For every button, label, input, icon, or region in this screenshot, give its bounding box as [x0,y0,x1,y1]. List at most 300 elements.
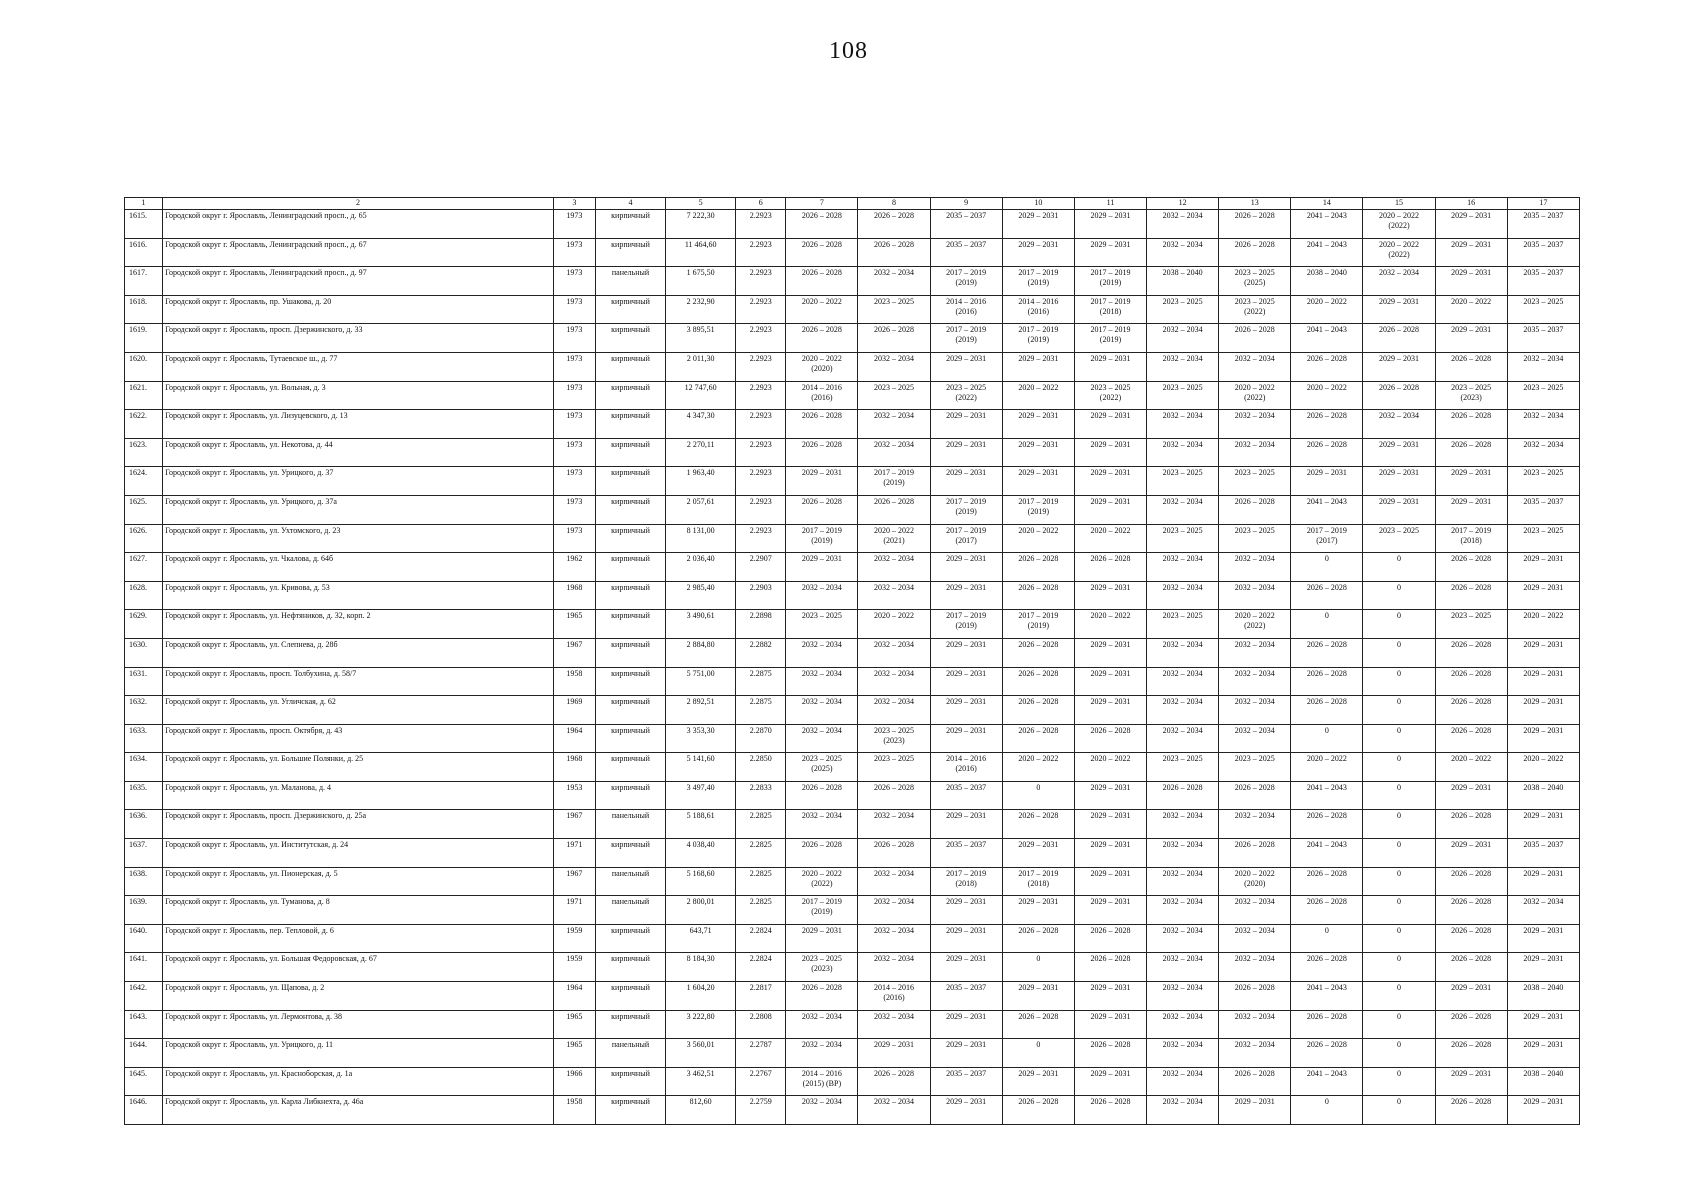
table-cell: 0 [1002,781,1074,810]
table-cell: 2041 – 2043 [1291,839,1363,868]
table-cell: 2023 – 2025 [1147,467,1219,496]
table-row [125,438,1580,467]
table-cell: 2.2923 [736,352,786,381]
table-cell: 1641. [125,953,163,982]
table-cell: 2017 – 2019 (2019) [930,495,1002,524]
table-cell: кирпичный [595,724,665,753]
table-cell: 2023 – 2025 (2023) [786,953,858,982]
table-cell: 2023 – 2025 [858,381,930,410]
table-cell: 1967 [553,638,595,667]
table-cell: 3 462,51 [666,1067,736,1096]
table-cell: 2026 – 2028 [1435,667,1507,696]
table-row [125,1039,1580,1068]
table-cell: 1973 [553,352,595,381]
table-cell: 2026 – 2028 [1074,953,1146,982]
table-cell: 2.2923 [736,381,786,410]
table-cell: 1634. [125,753,163,782]
table-cell: 2029 – 2031 [1074,438,1146,467]
table-row [125,867,1580,896]
table-cell: 2026 – 2028 [1291,810,1363,839]
table-cell: 2035 – 2037 [930,839,1002,868]
table-cell: 2032 – 2034 [1219,1039,1291,1068]
table-cell: Городской округ г. Ярославль, ул. Урицкого, д. 37 [163,467,554,496]
table-cell: 3 895,51 [666,324,736,353]
table-cell: 1616. [125,238,163,267]
table-cell: 1646. [125,1096,163,1125]
table-cell: 1971 [553,896,595,925]
table-cell: Городской округ г. Ярославль, ул. Маланова, д. 4 [163,781,554,810]
table-cell: 2026 – 2028 [1435,1039,1507,1068]
table-cell: 0 [1002,1039,1074,1068]
table-cell: 812,60 [666,1096,736,1125]
table-cell: 1642. [125,982,163,1011]
table-cell: 2026 – 2028 [1435,410,1507,439]
table-cell: 2023 – 2025 (2025) [1219,267,1291,296]
table-cell: 2032 – 2034 [1219,724,1291,753]
table-cell: 2032 – 2034 [858,1096,930,1125]
table-cell: 2020 – 2022 (2020) [1219,867,1291,896]
table-cell: 2026 – 2028 [1435,553,1507,582]
table-cell: 2020 – 2022 [1507,753,1579,782]
table-row [125,381,1580,410]
table-cell: 1971 [553,839,595,868]
table-cell: 2032 – 2034 [1147,667,1219,696]
table-cell: 2032 – 2034 [1147,896,1219,925]
table-cell: 2029 – 2031 [1507,638,1579,667]
table-cell: 2029 – 2031 [1363,295,1435,324]
table-cell: 2026 – 2028 [1291,696,1363,725]
table-cell: кирпичный [595,781,665,810]
table-cell: 2029 – 2031 [1507,581,1579,610]
table-row [125,495,1580,524]
table-cell: 2.2825 [736,896,786,925]
table-cell: Городской округ г. Ярославль, ул. Вольная, д. 3 [163,381,554,410]
table-cell: 2032 – 2034 [1147,810,1219,839]
table-cell: 2026 – 2028 [1074,1096,1146,1125]
table-cell: 2029 – 2031 [1363,467,1435,496]
table-cell: 2020 – 2022 (2021) [858,524,930,553]
table-cell: 2017 – 2019 (2019) [786,524,858,553]
table-cell: 2020 – 2022 (2020) [786,352,858,381]
table-cell: 2023 – 2025 [1507,524,1579,553]
table-cell: 2017 – 2019 (2018) [1435,524,1507,553]
table-cell: Городской округ г. Ярославль, ул. Кривова, д. 53 [163,581,554,610]
table-cell: 2017 – 2019 (2018) [1074,295,1146,324]
table-cell: 2017 – 2019 (2019) [1002,495,1074,524]
table-cell: 2029 – 2031 [1507,553,1579,582]
table-cell: 2029 – 2031 [930,352,1002,381]
table-row [125,638,1580,667]
column-header: 13 [1219,198,1291,210]
table-cell: 1 675,50 [666,267,736,296]
table-cell: 643,71 [666,924,736,953]
column-header: 11 [1074,198,1146,210]
table-cell: 2032 – 2034 [786,1096,858,1125]
table-cell: 1973 [553,467,595,496]
table-row [125,1067,1580,1096]
table-cell: 2029 – 2031 [1074,210,1146,239]
column-header: 17 [1507,198,1579,210]
column-header: 2 [163,198,554,210]
table-cell: 1638. [125,867,163,896]
table-cell: 2026 – 2028 [1219,982,1291,1011]
table-row [125,553,1580,582]
table-cell: 2.2923 [736,467,786,496]
table-cell: 2029 – 2031 [930,896,1002,925]
table-cell: 2017 – 2019 (2019) [1074,267,1146,296]
table-cell: 2026 – 2028 [1435,924,1507,953]
table-cell: 2032 – 2034 [1147,410,1219,439]
table-cell: 2026 – 2028 [1002,810,1074,839]
table-cell: 2020 – 2022 [1074,610,1146,639]
table-cell: 1622. [125,410,163,439]
table-cell: 1640. [125,924,163,953]
table-cell: 2026 – 2028 [1074,724,1146,753]
table-cell: 2026 – 2028 [1002,724,1074,753]
table-cell: 2020 – 2022 (2022) [1219,381,1291,410]
table-cell: 2.2808 [736,1010,786,1039]
table-cell: 2029 – 2031 [1074,810,1146,839]
table-cell: 0 [1363,982,1435,1011]
table-cell: 2026 – 2028 [1219,238,1291,267]
table-cell: 2032 – 2034 [1147,581,1219,610]
table-cell: 2029 – 2031 [930,1096,1002,1125]
table-cell: 5 751,00 [666,667,736,696]
table-cell: 1973 [553,324,595,353]
table-cell: 2029 – 2031 [930,410,1002,439]
column-header: 3 [553,198,595,210]
table-body [125,210,1580,1125]
table-cell: 2026 – 2028 [1219,1067,1291,1096]
table-cell: 2014 – 2016 (2016) [930,295,1002,324]
table-cell: 2023 – 2025 (2022) [1219,295,1291,324]
table-cell: 2032 – 2034 [1219,1010,1291,1039]
table-cell: Городской округ г. Ярославль, ул. Угличская, д. 62 [163,696,554,725]
table-cell: 2029 – 2031 [1002,467,1074,496]
table-cell: 2032 – 2034 [1147,495,1219,524]
table-cell: 2026 – 2028 [1002,553,1074,582]
table-cell: 2026 – 2028 [1147,781,1219,810]
table-cell: 2026 – 2028 [858,495,930,524]
table-cell: 2032 – 2034 [858,667,930,696]
table-cell: 2029 – 2031 [930,638,1002,667]
table-cell: 2041 – 2043 [1291,324,1363,353]
table-cell: 2023 – 2025 [786,610,858,639]
table-cell: 2032 – 2034 [858,1010,930,1039]
table-cell: 2026 – 2028 [1291,410,1363,439]
table-cell: 2029 – 2031 [1507,867,1579,896]
table-cell: 2029 – 2031 [1435,467,1507,496]
table-cell: 2032 – 2034 [786,581,858,610]
table-cell: панельный [595,810,665,839]
table-cell: 1973 [553,210,595,239]
table-cell: 2026 – 2028 [1435,696,1507,725]
table-cell: Городской округ г. Ярославль, ул. Карла Либкнехта, д. 46а [163,1096,554,1125]
table-cell: 2026 – 2028 [1435,438,1507,467]
table-cell: 1962 [553,553,595,582]
table-cell: 2.2759 [736,1096,786,1125]
table-cell: 2032 – 2034 [786,696,858,725]
table-cell: 2032 – 2034 [786,810,858,839]
table-cell: 0 [1363,1010,1435,1039]
table-cell: 12 747,60 [666,381,736,410]
table-cell: 2029 – 2031 [1363,352,1435,381]
table-cell: Городской округ г. Ярославль, просп. Дзержинского, д. 25а [163,810,554,839]
table-cell: 2.2903 [736,581,786,610]
table-cell: 2014 – 2016 (2015) (ВР) [786,1067,858,1096]
table-cell: 2.2923 [736,495,786,524]
table-cell: 2020 – 2022 [1291,295,1363,324]
table-cell: 2026 – 2028 [1291,581,1363,610]
table-cell: Городской округ г. Ярославль, ул. Ухтомского, д. 23 [163,524,554,553]
table-cell: 2026 – 2028 [858,238,930,267]
table-cell: 2029 – 2031 [1002,438,1074,467]
table-cell: 2032 – 2034 [1219,924,1291,953]
table-cell: 2 057,61 [666,495,736,524]
table-cell: Городской округ г. Ярославль, ул. Лизуцевского, д. 13 [163,410,554,439]
table-cell: 2035 – 2037 [1507,267,1579,296]
table-cell: 2026 – 2028 [1074,553,1146,582]
table-cell: 2026 – 2028 [1291,667,1363,696]
table-row [125,610,1580,639]
table-cell: 2026 – 2028 [1002,667,1074,696]
table-cell: 0 [1002,953,1074,982]
table-cell: 2 270,11 [666,438,736,467]
table-cell: 0 [1291,1096,1363,1125]
table-cell: 2023 – 2025 (2025) [786,753,858,782]
table-cell: 2035 – 2037 [930,210,1002,239]
table-cell: 11 464,60 [666,238,736,267]
table-cell: 2035 – 2037 [1507,324,1579,353]
table-cell: 2020 – 2022 [1291,381,1363,410]
table-cell: 2023 – 2025 (2022) [930,381,1002,410]
table-cell: 2 800,01 [666,896,736,925]
table-cell: 2014 – 2016 (2016) [786,381,858,410]
column-header: 15 [1363,198,1435,210]
table-cell: Городской округ г. Ярославль, пр. Ушакова, д. 20 [163,295,554,324]
table-cell: панельный [595,867,665,896]
table-cell: 2017 – 2019 (2019) [930,324,1002,353]
table-cell: 2026 – 2028 [786,982,858,1011]
table-cell: 2029 – 2031 [930,553,1002,582]
table-cell: 1968 [553,581,595,610]
table-cell: 2032 – 2034 [1147,867,1219,896]
table-cell: 2026 – 2028 [1435,724,1507,753]
table-cell: 2026 – 2028 [786,495,858,524]
table-cell: Городской округ г. Ярославль, ул. Щапова, д. 2 [163,982,554,1011]
table-cell: 2026 – 2028 [1435,896,1507,925]
table-cell: 2014 – 2016 (2016) [1002,295,1074,324]
table-cell: кирпичный [595,438,665,467]
table-cell: 2020 – 2022 (2022) [1219,610,1291,639]
column-header: 9 [930,198,1002,210]
table-cell: 5 168,60 [666,867,736,896]
table-cell: 1619. [125,324,163,353]
table-cell: Городской округ г. Ярославль, ул. Чкалова, д. 64б [163,553,554,582]
table-cell: 2017 – 2019 (2018) [930,867,1002,896]
table-cell: кирпичный [595,467,665,496]
table-cell: 2041 – 2043 [1291,495,1363,524]
table-cell: 2029 – 2031 [1074,982,1146,1011]
table-cell: 2020 – 2022 [1507,610,1579,639]
table-cell: 2032 – 2034 [1147,438,1219,467]
table-cell: Городской округ г. Ярославль, ул. Лермонтова, д. 38 [163,1010,554,1039]
table-cell: 0 [1363,867,1435,896]
table-cell: 2029 – 2031 [1074,839,1146,868]
table-cell: 2.2875 [736,667,786,696]
table-cell: 2029 – 2031 [1435,839,1507,868]
table-cell: 5 188,61 [666,810,736,839]
table-row [125,896,1580,925]
table-cell: 2020 – 2022 [1291,753,1363,782]
table-cell: 2.2833 [736,781,786,810]
table-cell: 2020 – 2022 [786,295,858,324]
table-cell: 2026 – 2028 [1291,352,1363,381]
table-cell: 2035 – 2037 [1507,210,1579,239]
table-cell: 2032 – 2034 [1219,553,1291,582]
table-cell: 2023 – 2025 (2023) [1435,381,1507,410]
table-cell: 1627. [125,553,163,582]
table-cell: 2023 – 2025 [858,753,930,782]
table-cell: 2026 – 2028 [1002,924,1074,953]
table-cell: 1973 [553,524,595,553]
table-cell: 2032 – 2034 [858,438,930,467]
table-cell: 2.2825 [736,810,786,839]
table-cell: 1620. [125,352,163,381]
table-cell: 2038 – 2040 [1147,267,1219,296]
table-cell: 1965 [553,1010,595,1039]
table-cell: 2035 – 2037 [930,982,1002,1011]
table-cell: 2032 – 2034 [1507,438,1579,467]
table-cell: 2.2882 [736,638,786,667]
table-cell: 0 [1363,753,1435,782]
table-cell: кирпичный [595,581,665,610]
table-cell: 2029 – 2031 [1507,810,1579,839]
page-number: 108 [829,38,868,64]
column-header: 5 [666,198,736,210]
table-cell: 1637. [125,839,163,868]
table-cell: 2032 – 2034 [1219,352,1291,381]
table-cell: 0 [1363,610,1435,639]
table-cell: 2029 – 2031 [1219,1096,1291,1125]
table-cell: 2032 – 2034 [858,553,930,582]
table-cell: Городской округ г. Ярославль, ул. Туманова, д. 8 [163,896,554,925]
table-cell: 2023 – 2025 [1363,524,1435,553]
table-cell: 2029 – 2031 [1507,924,1579,953]
table-cell: 2.2923 [736,267,786,296]
table-cell: 2032 – 2034 [1507,896,1579,925]
table-cell: 2035 – 2037 [1507,238,1579,267]
table-cell: 1959 [553,953,595,982]
table-cell: 2032 – 2034 [786,1039,858,1068]
table-row [125,210,1580,239]
table-cell: 2041 – 2043 [1291,1067,1363,1096]
table-cell: 1618. [125,295,163,324]
table-cell: кирпичный [595,352,665,381]
table-cell: Городской округ г. Ярославль, просп. Октября, д. 43 [163,724,554,753]
table-cell: 2017 – 2019 (2019) [858,467,930,496]
table-cell: 2029 – 2031 [1002,410,1074,439]
table-cell: 4 038,40 [666,839,736,868]
table-cell: 1967 [553,810,595,839]
table-cell: 1968 [553,753,595,782]
table-cell: 1636. [125,810,163,839]
table-row [125,724,1580,753]
table-cell: 2032 – 2034 [1219,810,1291,839]
table-cell: 2038 – 2040 [1507,781,1579,810]
table-cell: кирпичный [595,553,665,582]
table-cell: 2023 – 2025 [1147,295,1219,324]
table-cell: 1632. [125,696,163,725]
table-cell: 2017 – 2019 (2019) [786,896,858,925]
table-cell: 2026 – 2028 [858,1067,930,1096]
table-cell: 2.2923 [736,524,786,553]
table-cell: 2029 – 2031 [1002,352,1074,381]
table-cell: 2026 – 2028 [1435,581,1507,610]
table-cell: 2032 – 2034 [1147,638,1219,667]
table-cell: 2029 – 2031 [930,810,1002,839]
table-cell: Городской округ г. Ярославль, ул. Урицкого, д. 37а [163,495,554,524]
table-cell: 0 [1363,781,1435,810]
table-cell: 2026 – 2028 [786,324,858,353]
table-cell: 2029 – 2031 [1002,238,1074,267]
table-cell: 2032 – 2034 [858,867,930,896]
table-cell: 3 490,61 [666,610,736,639]
table-row [125,953,1580,982]
table-cell: 2029 – 2031 [1074,667,1146,696]
table-cell: 2029 – 2031 [786,924,858,953]
table-cell: 2.2824 [736,953,786,982]
table-cell: 2026 – 2028 [1435,1010,1507,1039]
table-cell: 2029 – 2031 [1507,696,1579,725]
table-cell: 0 [1363,896,1435,925]
table-cell: 2032 – 2034 [1219,953,1291,982]
table-cell: 2029 – 2031 [1074,781,1146,810]
table-cell: 2.2923 [736,438,786,467]
table-cell: 2029 – 2031 [1435,1067,1507,1096]
table-cell: 2029 – 2031 [1435,495,1507,524]
table-cell: 2023 – 2025 [1219,467,1291,496]
table-cell: Городской округ г. Ярославль, ул. Нефтяников, д. 32, корп. 2 [163,610,554,639]
table-cell: Городской округ г. Ярославль, просп. Толбухина, д. 58/7 [163,667,554,696]
table-cell: Городской округ г. Ярославль, Ленинградский просп., д. 65 [163,210,554,239]
table-cell: Городской округ г. Ярославль, ул. Некотова, д. 44 [163,438,554,467]
table-cell: 2023 – 2025 [1147,610,1219,639]
table-cell: 2029 – 2031 [1074,638,1146,667]
table-cell: 2029 – 2031 [1074,410,1146,439]
table-cell: 2026 – 2028 [1363,381,1435,410]
table-cell: панельный [595,896,665,925]
table-cell: 2032 – 2034 [1147,352,1219,381]
table-cell: 2.2767 [736,1067,786,1096]
table-cell: 2029 – 2031 [1435,267,1507,296]
table-cell: 1631. [125,667,163,696]
table-cell: кирпичный [595,238,665,267]
table-cell: 2017 – 2019 (2019) [930,267,1002,296]
table-cell: 2032 – 2034 [786,667,858,696]
table-cell: 1 963,40 [666,467,736,496]
table-cell: 2017 – 2019 (2017) [1291,524,1363,553]
table-cell: 0 [1363,1067,1435,1096]
table-cell: 2032 – 2034 [858,810,930,839]
table-cell: кирпичный [595,1067,665,1096]
table-cell: 2023 – 2025 [1147,524,1219,553]
table-cell: 1973 [553,238,595,267]
table-cell: 2017 – 2019 (2019) [1002,324,1074,353]
table-cell: 2032 – 2034 [1147,553,1219,582]
table-cell: 2032 – 2034 [1219,410,1291,439]
table-cell: 1964 [553,982,595,1011]
